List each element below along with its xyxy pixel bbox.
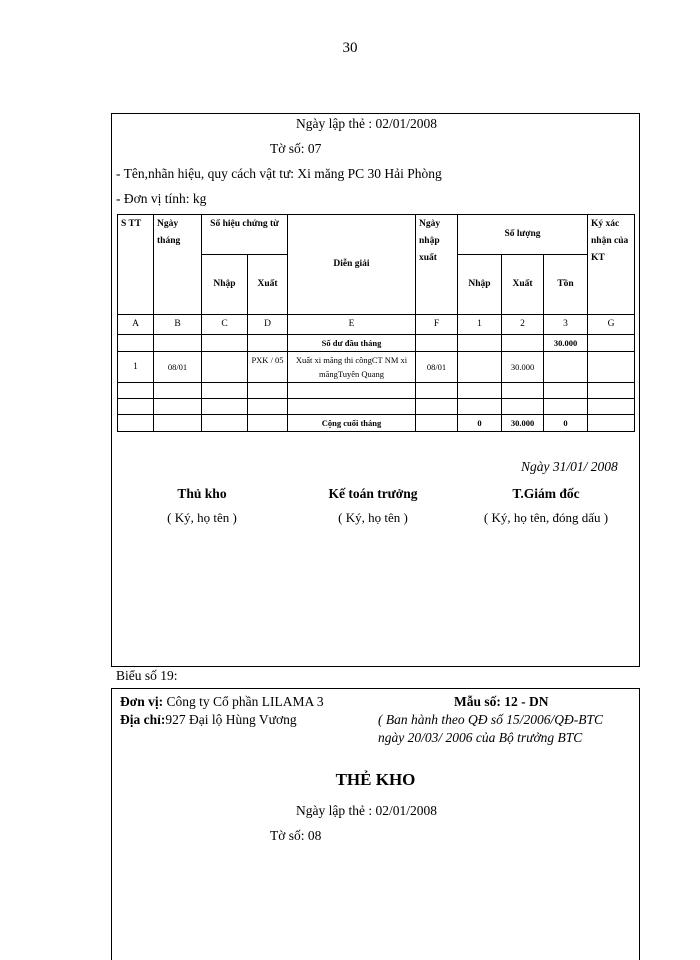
header-transaction-date: Ngày nhập xuất (416, 215, 458, 315)
code-cell: E (288, 315, 416, 335)
address-line (120, 712, 297, 728)
table-cell (202, 335, 248, 352)
header-description: Diễn giải (288, 215, 416, 315)
table-cell (248, 415, 288, 432)
table-cell (416, 335, 458, 352)
card-date-line: Ngày lập thẻ : 02/01/2008 (296, 116, 437, 131)
table-cell (502, 335, 544, 352)
code-cell: A (118, 315, 154, 335)
header-voucher: Số hiệu chứng từ (202, 215, 288, 255)
code-cell: 1 (458, 315, 502, 335)
total-label: Cộng cuối tháng (288, 415, 416, 432)
card2-date-line: Ngày lập thẻ : 02/01/2008 (296, 803, 437, 818)
total-qty-in: 0 (458, 415, 502, 432)
code-cell: D (248, 315, 288, 335)
company-label: Đơn vị: (120, 694, 164, 709)
row-stt: 1 (118, 352, 154, 383)
header-qty-in: Nhập (458, 255, 502, 315)
table-cell (154, 335, 202, 352)
company-line (120, 694, 324, 710)
card-title: THẺ KHO (335, 770, 416, 789)
row-voucher-out: PXK / 05 (248, 352, 288, 383)
signature-title-chief-accountant: Kế toán trưởng (328, 486, 418, 501)
table-cell (248, 335, 288, 352)
code-cell: 2 (502, 315, 544, 335)
signature-sub-chief-accountant: ( Ký, họ tên ) (338, 510, 408, 525)
table-cell (202, 415, 248, 432)
signature-sub-storekeeper: ( Ký, họ tên ) (167, 510, 237, 525)
row-date: 08/01 (154, 352, 202, 383)
row-description: Xuất xi măng thi côngCT NM xi măngTuyên Quang (288, 352, 416, 383)
code-cell: G (588, 315, 635, 335)
form-reference-label: Biểu số 19: (116, 668, 178, 683)
company-name: Công ty Cổ phần LILAMA 3 (163, 694, 324, 709)
signature-title-director: T.Giám đốc (512, 486, 580, 501)
table-cell (154, 415, 202, 432)
table-cell (416, 415, 458, 432)
signature-title-storekeeper: Thủ kho (177, 486, 227, 501)
decree-line-2: ngày 20/03/ 2006 của Bộ trưởng BTC (378, 730, 583, 745)
table-cell (118, 335, 154, 352)
unit-of-measure: - Đơn vị tính: kg (116, 191, 207, 206)
code-cell: C (202, 315, 248, 335)
table-cell (588, 415, 635, 432)
form-number: Mẫu số: 12 - DN (454, 694, 549, 709)
header-stt: S TT (118, 215, 154, 315)
stock-card-box-2 (111, 688, 640, 960)
decree-line-1: ( Ban hành theo QĐ số 15/2006/QĐ-BTC (378, 712, 603, 727)
code-cell: B (154, 315, 202, 335)
row-transaction-date: 08/01 (416, 352, 458, 383)
total-qty-out: 30.000 (502, 415, 544, 432)
card2-sheet-number: Tờ số: 08 (270, 828, 322, 843)
signature-date: Ngày 31/01/ 2008 (521, 459, 618, 474)
row-qty-out: 30.000 (502, 352, 544, 383)
stock-ledger-table (117, 214, 635, 432)
header-qty-out: Xuất (502, 255, 544, 315)
card-sheet-number: Tờ số: 07 (270, 141, 322, 156)
total-balance: 0 (544, 415, 588, 432)
header-qty-balance: Tồn (544, 255, 588, 315)
table-cell (118, 415, 154, 432)
header-quantity: Số lượng (458, 215, 588, 255)
header-date: Ngày tháng (154, 215, 202, 315)
address-label: Địa chỉ: (120, 712, 166, 727)
signature-sub-director: ( Ký, họ tên, đóng dấu ) (483, 510, 609, 525)
page-number: 30 (342, 40, 358, 56)
table-cell (588, 352, 635, 383)
header-voucher-in: Nhập (202, 255, 248, 315)
code-cell: F (416, 315, 458, 335)
header-accountant-confirm: Ký xác nhận của KT (588, 215, 635, 315)
material-description: - Tên,nhãn hiệu, quy cách vật tư: Xi măng PC 30 Hải Phòng (116, 166, 442, 181)
table-cell (588, 335, 635, 352)
table-cell (458, 335, 502, 352)
table-cell (458, 352, 502, 383)
table-cell (202, 352, 248, 383)
opening-balance-value: 30.000 (544, 335, 588, 352)
table-cell (544, 352, 588, 383)
opening-balance-label: Số dư đầu tháng (288, 335, 416, 352)
code-cell: 3 (544, 315, 588, 335)
address-value: 927 Đại lộ Hùng Vương (165, 712, 297, 727)
header-voucher-out: Xuất (248, 255, 288, 315)
